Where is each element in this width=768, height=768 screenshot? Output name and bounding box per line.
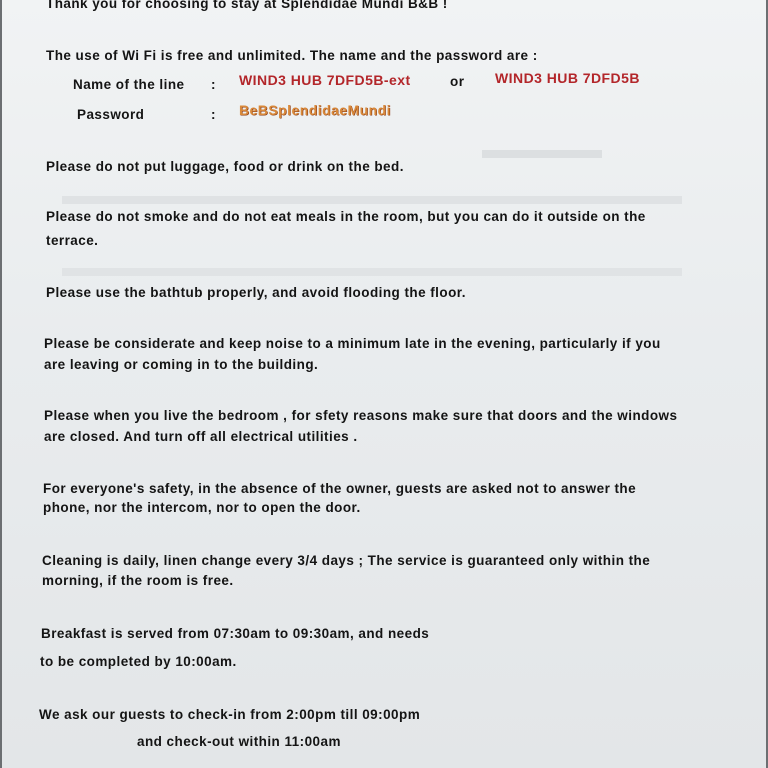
- rule-noise-line-2: are leaving or coming in to the building.: [44, 357, 319, 372]
- wifi-name-label: Name of the line: [73, 77, 185, 92]
- rule-bathtub: Please use the bathtub properly, and avoid flooding the floor.: [46, 285, 466, 300]
- rule-smoke-line-2: terrace.: [46, 233, 99, 248]
- checkin-line-1: We ask our guests to check-in from 2:00pm till 09:00pm: [39, 707, 421, 722]
- rule-doors-line-2: are closed. And turn off all electrical utilities .: [44, 429, 358, 444]
- show-through-1: [482, 150, 602, 158]
- rule-cleaning-line-2: morning, if the room is free.: [42, 573, 234, 588]
- checkin-line-2: and check-out within 11:00am: [137, 734, 341, 749]
- wifi-intro-text: The use of Wi Fi is free and unlimited. The name and the password are :: [46, 48, 538, 63]
- show-through-2: [62, 196, 682, 204]
- wifi-or-text: or: [450, 74, 465, 89]
- wifi-password-value: BeBSplendidaeMundi: [239, 102, 391, 118]
- rule-smoke-line-1: Please do not smoke and do not eat meals in the room, but you can do it outside on the: [46, 209, 646, 224]
- rule-safety-line-1: For everyone's safety, in the absence of the owner, guests are asked not to answer the: [43, 481, 637, 496]
- rule-doors-line-1: Please when you live the bedroom , for sfety reasons make sure that doors and the windows: [44, 408, 678, 423]
- rule-noise-line-1: Please be considerate and keep noise to a minimum late in the evening, particularly if you: [44, 336, 661, 351]
- rule-safety-line-2: phone, nor the intercom, nor to open the door.: [43, 500, 361, 515]
- wifi-network-ext: WIND3 HUB 7DFD5B-ext: [239, 72, 411, 88]
- breakfast-line-1: Breakfast is served from 07:30am to 09:30am, and needs: [41, 626, 430, 641]
- breakfast-line-2: to be completed by 10:00am.: [40, 654, 237, 669]
- wifi-password-label: Password: [77, 107, 145, 122]
- wifi-password-separator: :: [211, 107, 216, 122]
- rule-cleaning-line-1: Cleaning is daily, linen change every 3/4 days ; The service is guaranteed only within the: [42, 553, 651, 568]
- wifi-name-separator: :: [211, 77, 216, 92]
- rule-luggage: Please do not put luggage, food or drink on the bed.: [46, 159, 404, 174]
- greeting-text: Thank you for choosing to stay at Splendidae Mundi B&B !: [46, 0, 448, 11]
- show-through-3: [62, 268, 682, 276]
- wifi-network-main: WIND3 HUB 7DFD5B: [495, 70, 640, 86]
